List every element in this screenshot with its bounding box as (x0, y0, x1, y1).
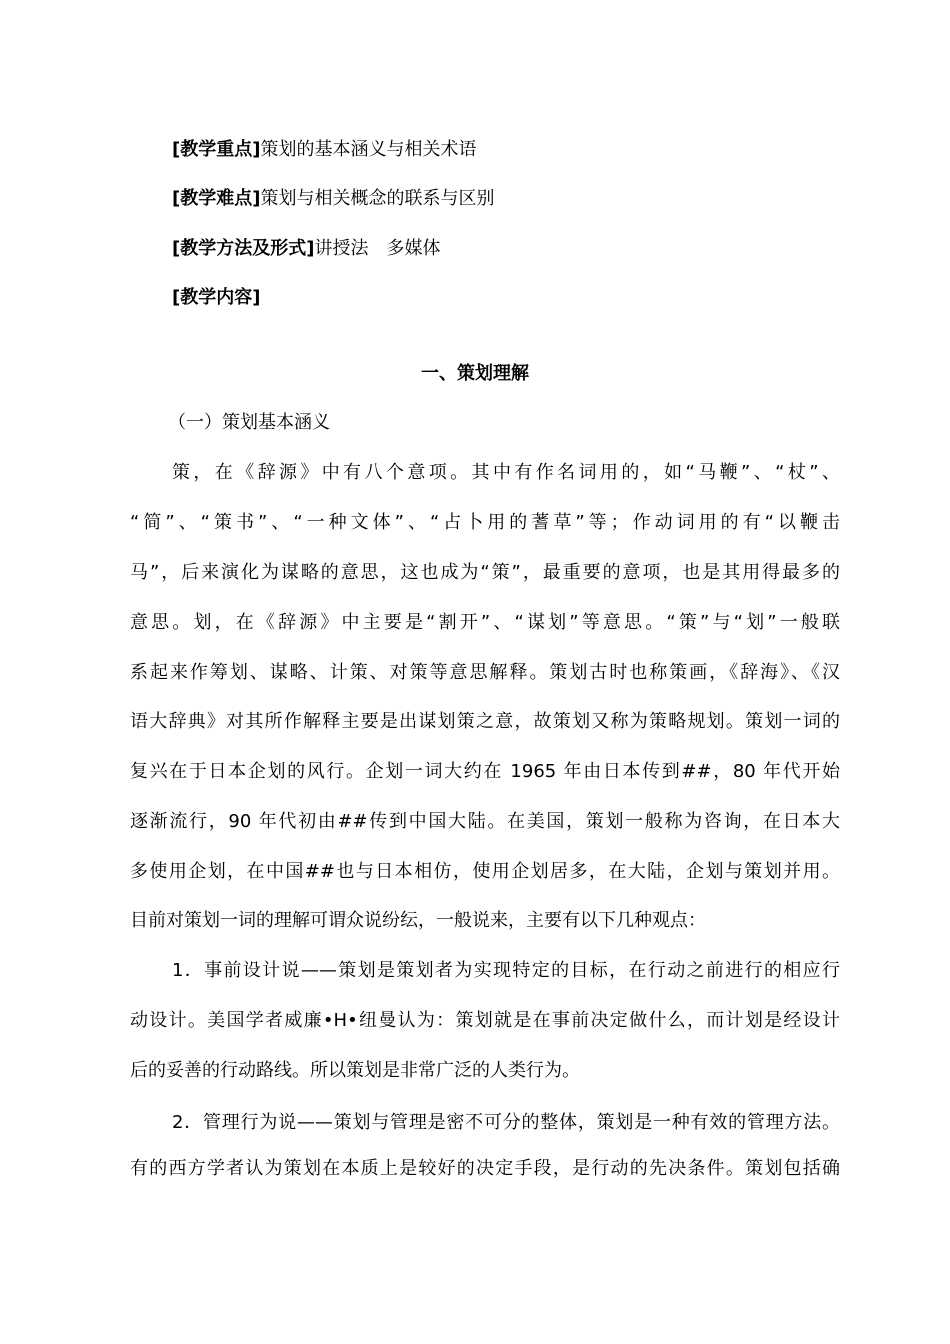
paragraph-line: 策，在《辞源》中有八个意项。其中有作名词用的，如“马鞭”、“杖”、 (172, 462, 840, 483)
paragraph-line: 多使用企划，在中国##也与日本相仿，使用企划居多，在大陆，企划与策划并用。 (130, 861, 840, 882)
paragraph-line: 系起来作筹划、谋略、计策、对策等意思解释。策划古时也称策画，《辞海》、《汉 (130, 662, 840, 683)
paragraph-line: 马”，后来演化为谋略的意思，这也成为“策”，最重要的意项，也是其用得最多的 (130, 562, 840, 583)
teaching-focus-line (172, 138, 476, 162)
teaching-difficulty-line (172, 187, 494, 211)
teaching-method-line (172, 237, 440, 261)
teaching-method-text: 讲授法 多媒体 (314, 238, 441, 259)
teaching-difficulty-text: 策划与相关概念的联系与区别 (260, 188, 495, 209)
teaching-content-label: [教学内容] (172, 287, 261, 308)
teaching-method-label: [教学方法及形式] (172, 238, 315, 259)
teaching-difficulty-label: [教学难点] (172, 188, 261, 209)
paragraph-line: “简”、“策书”、“一种文体”、“占卜用的蓍草”等；作动词用的有“以鞭击 (130, 512, 840, 533)
paragraph-line: 复兴在于日本企划的风行。企划一词大约在 1965 年由日本传到##，80 年代开始 (130, 761, 840, 782)
teaching-focus-label: [教学重点] (172, 139, 261, 160)
point1-line: 动设计。美国学者威廉•H•纽曼认为：策划就是在事前决定做什么，而计划是经设计 (130, 1010, 840, 1031)
paragraph-line: 意思。划，在《辞源》中主要是“割开”、“谋划”等意思。“策”与“划”一般联 (130, 612, 840, 633)
point1-line: 1．事前设计说——策划是策划者为实现特定的目标，在行动之前进行的相应行 (172, 960, 840, 981)
paragraph-line: 语大辞典》对其所作解释主要是出谋划策之意，故策划又称为策略规划。策划一词的 (130, 711, 840, 732)
point2-line: 有的西方学者认为策划在本质上是较好的决定手段，是行动的先决条件。策划包括确 (130, 1158, 840, 1179)
point1-line: 后的妥善的行动路线。所以策划是非常广泛的人类行为。 (130, 1060, 580, 1081)
subsection-title: （一）策划基本涵义 (168, 412, 330, 433)
section-title: 一、策划理解 (421, 363, 529, 384)
paragraph-line: 目前对策划一词的理解可谓众说纷纭，一般说来，主要有以下几种观点： (130, 910, 706, 931)
teaching-content-line (172, 286, 260, 310)
paragraph-line: 逐渐流行，90 年代初由##传到中国大陆。在美国，策划一般称为咨询，在日本大 (130, 811, 840, 832)
teaching-focus-text: 策划的基本涵义与相关术语 (260, 139, 477, 160)
point2-line: 2．管理行为说——策划与管理是密不可分的整体，策划是一种有效的管理方法。 (172, 1112, 840, 1133)
